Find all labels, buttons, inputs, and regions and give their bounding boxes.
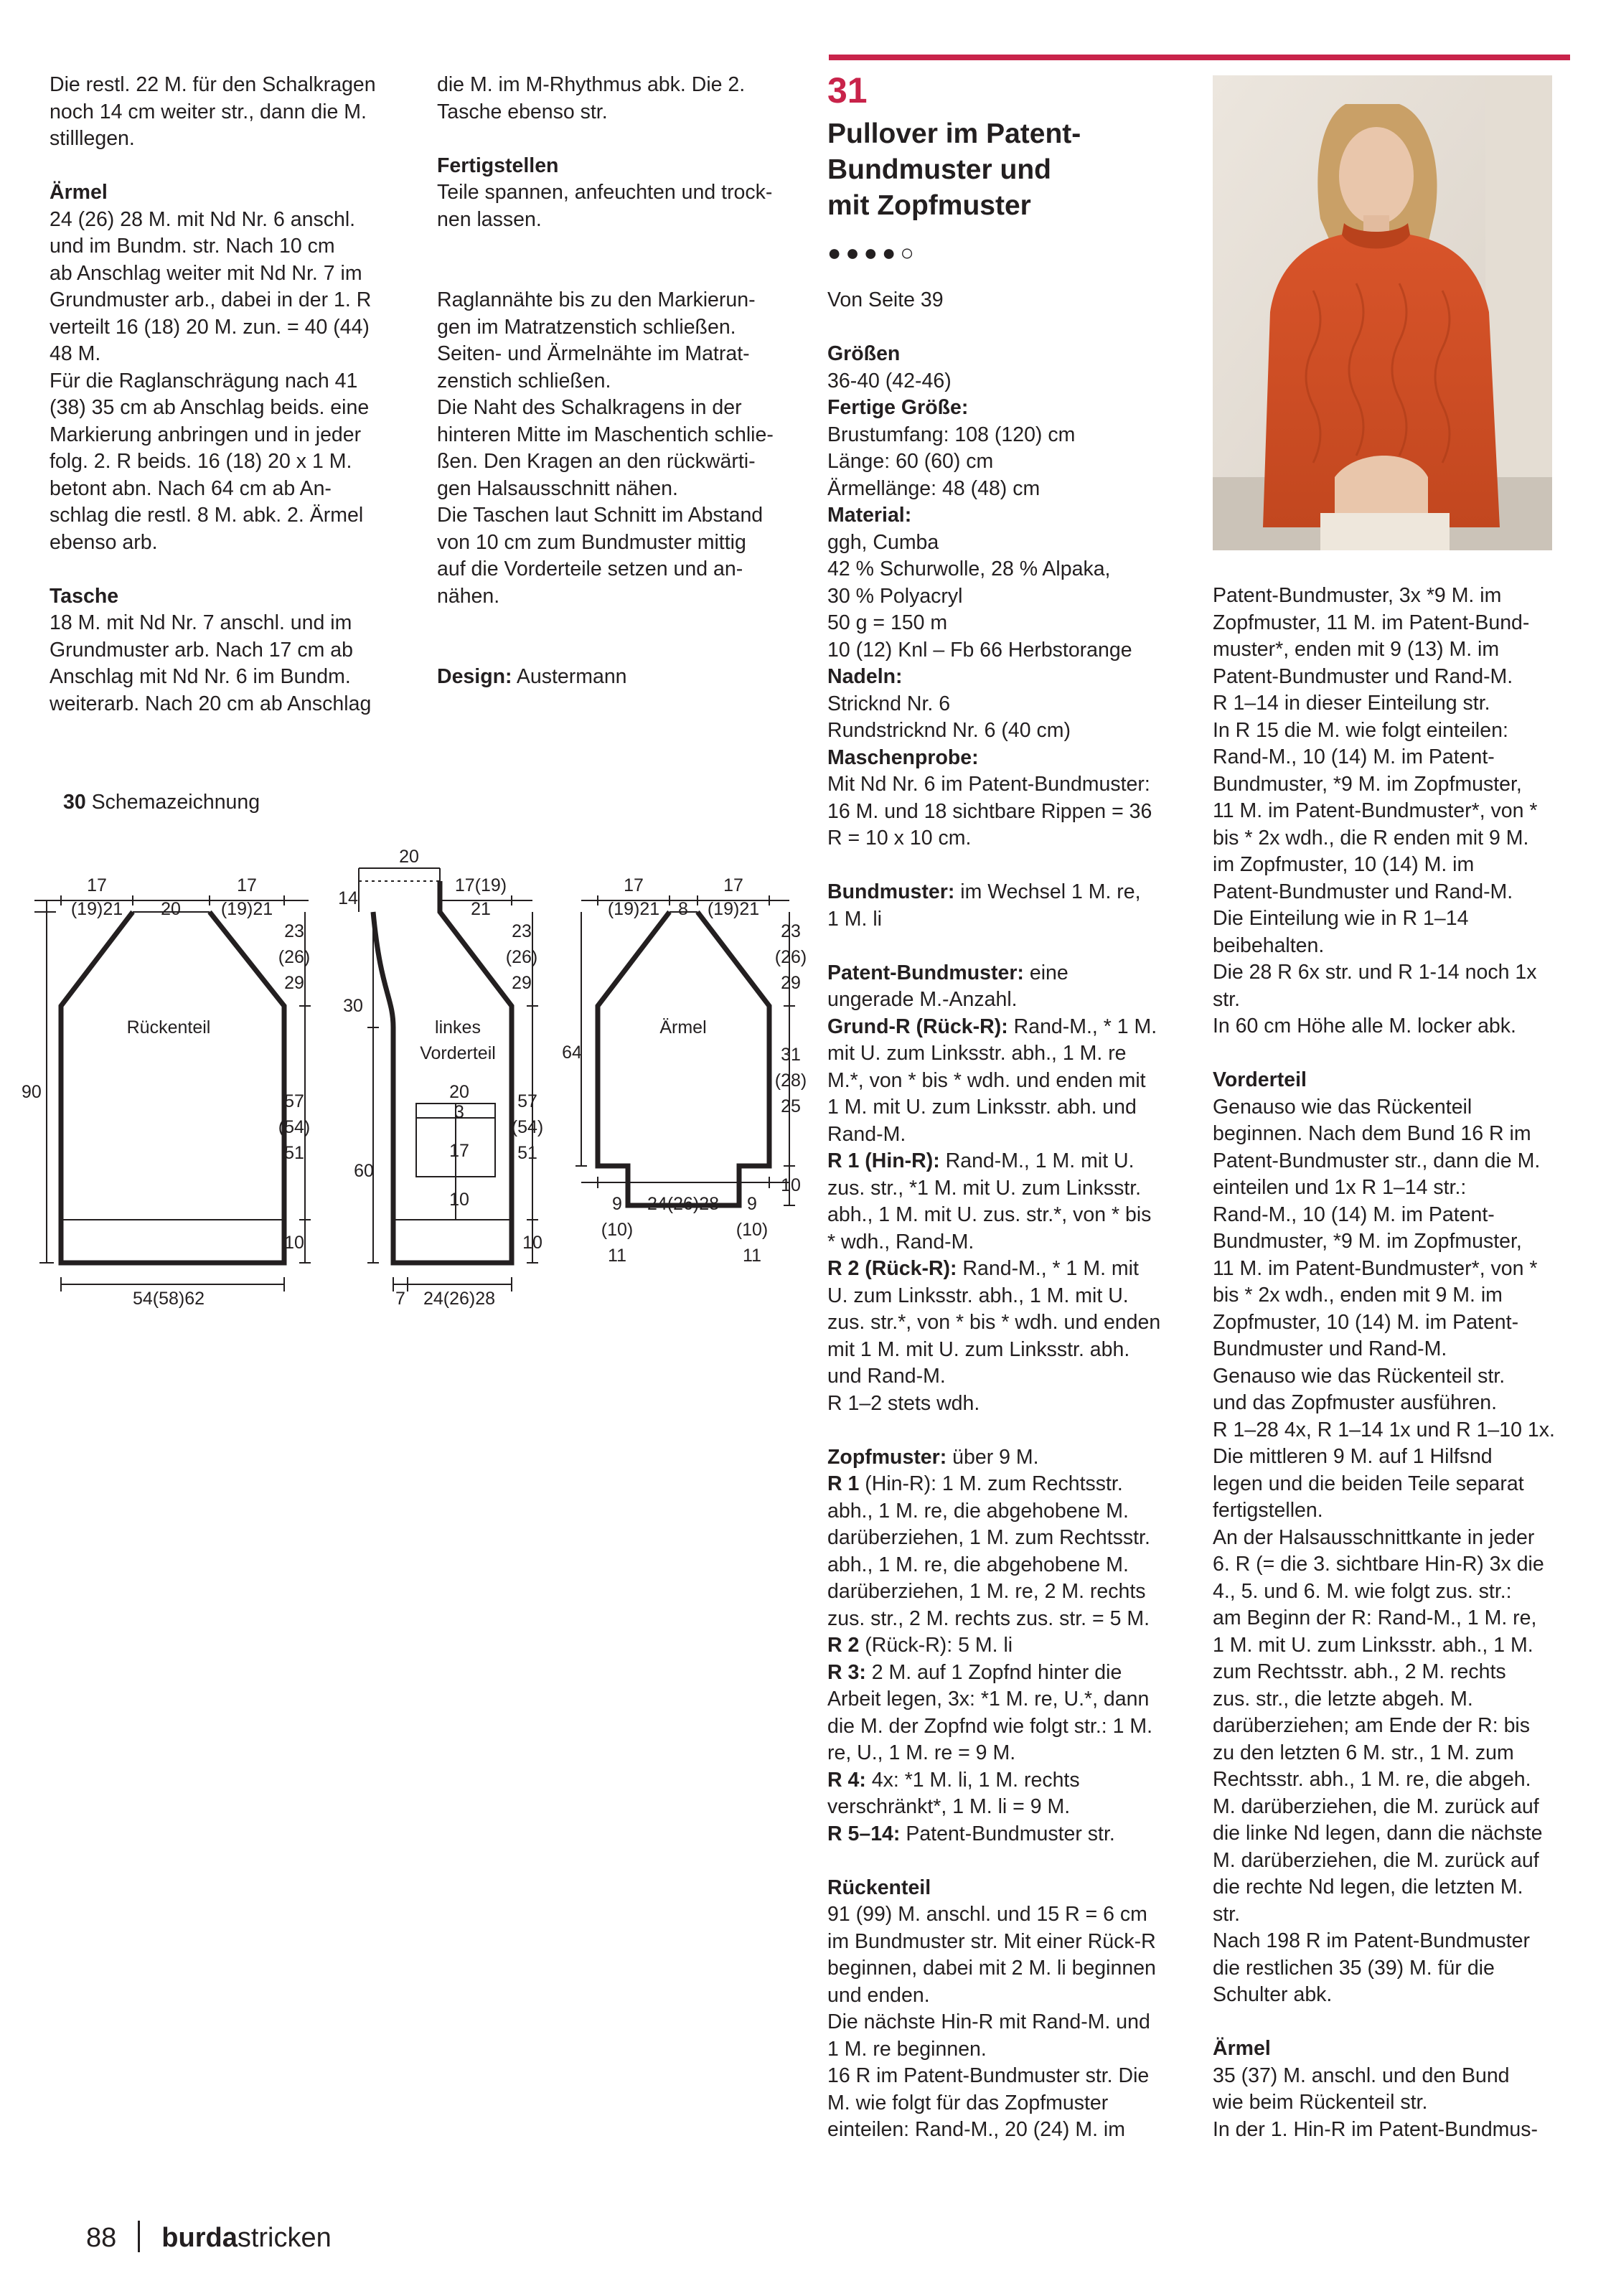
label: (28) <box>774 1071 807 1091</box>
pattern-title: Pullover im Patent- Bundmuster und mit Zopfmuster <box>827 118 1081 221</box>
label: 24(26)28 <box>423 1289 496 1309</box>
label: 20 <box>399 847 419 867</box>
label: 9 <box>612 1194 622 1214</box>
label: (26) <box>505 947 538 967</box>
label: 10 <box>781 1175 801 1195</box>
label: 17 <box>624 875 644 895</box>
label: (19)21 <box>607 899 660 919</box>
label: 17 <box>87 875 107 895</box>
grund-reihe <box>827 1014 1160 1149</box>
label: (19)21 <box>70 899 123 919</box>
z3-text: 2 M. auf 1 Zopfnd hinter die Arbeit legen, 3x: *1 M. re, U.*, dann die M. der Zopfnd wie folgt str.: 1 M. re, U., 1 M. re = 9 M. <box>827 1660 1153 1764</box>
label: 90 <box>22 1082 42 1102</box>
sweater-photo <box>1213 75 1552 550</box>
label: (54) <box>278 1117 311 1137</box>
label: 20 <box>161 899 181 919</box>
label: 10 <box>449 1190 469 1210</box>
maschenprobe-text: Mit Nd Nr. 6 im Patent-Bundmuster: 16 M. und 18 sichtbare Rippen = 36 R = 10 x 10 cm. <box>827 773 1152 850</box>
label: 10 <box>284 1233 304 1253</box>
label: 25 <box>781 1096 801 1116</box>
label: 29 <box>284 973 304 993</box>
label: 23 <box>781 921 801 941</box>
front-piece-outline <box>373 881 512 1263</box>
zopf-label: Zopfmuster: <box>827 1445 947 1469</box>
zopf-reihe-5-14 <box>827 1821 1160 1848</box>
z4-label: R 4: <box>827 1768 866 1792</box>
zopf-reihe-1 <box>827 1471 1160 1632</box>
brand-bold: burda <box>161 2223 238 2253</box>
naehte-text: Raglannähte bis zu den Markierun- gen im Matratzenstich schließen. Seiten- und Ärmelnähte im Matrat- zenstich schließen. Die Naht des Schalkragens in der hinteren Mitte im Maschentich schlie- ßen. Den Kragen an den rückwärti- gen Halsausschnitt nähen. Die Taschen laut Schnitt im Abstand von 10 cm zum Bundmuster mittig auf die Vorderteile setzen und an- nähen. <box>437 288 774 608</box>
groessen-text: 36-40 (42-46) <box>827 369 952 392</box>
aermel-heading: Ärmel <box>50 181 108 204</box>
front-piece-name-1: linkes <box>435 1017 481 1038</box>
label: 9 <box>747 1194 757 1214</box>
vorderteil-text: Genauso wie das Rückenteil beginnen. Nach dem Bund 16 R im Patent-Bundmuster str., dann die M. einteilen und 1x R 1–14 str.: Rand-M., 10 (14) M. im Patent- Bundmuster, *9 M. im Zopfmuster, 11 M. im Patent-Bundmuster*, von * bis * 2x wdh., enden mit 9 M. im Zopfmuster, 10 (14) M. im Patent- Bundmuster und Rand-M. Genauso wie das Rückenteil str. und das Zopfmuster ausführen. R 1–28 4x, R 1–14 1x und R 1–10 1x. Die mittleren 9 M. auf 1 Hilfsnd legen und die beiden Teile separat fertigstellen. An der Halsausschnittkante in jeder 6. R (= die 3. sichtbare Hin-R) 3x die 4., 5. und 6. M. wie folgt zus. str.: am Beginn der R: Rand-M., 1 M. re, 1 M. mit U. zum Linksstr. abh., 1 M. zum Rechtsstr. abh., 2 M. rechts zus. str., die letzte abgeh. M. darüberziehen; am Ende der R: bis zu den letzten 6 M. str., 1 M. zum Rechtsstr. abh., 1 M. re, die abgeh. M. darüberziehen, die M. zurück auf die linke Nd legen, dann die nächste M. darüberziehen, die M. zurück auf die rechte Nd legen, die letzten M. str. Nach 198 R im Patent-Bundmuster die restlichen 35 (39) M. für die Schulter abk. <box>1213 1095 1555 2006</box>
page-footer <box>86 2221 332 2255</box>
label: 51 <box>517 1143 537 1163</box>
z1-text: (Hin-R): 1 M. zum Rechtsstr. abh., 1 M. re, die abgehobene M. darüberziehen, 1 M. zum Rechtsstr. abh., 1 M. re, die abgehobene M. darüberziehen, 1 M. re, 2 M. rechts zus. str., 2 M. rechts zus. str. = 5 M. <box>827 1472 1150 1630</box>
column-4 <box>1213 583 1555 2143</box>
sleeve-name: Ärmel <box>659 1017 707 1038</box>
label: 3 <box>454 1102 464 1122</box>
r2-label: R 2 (Rück-R): <box>827 1257 957 1280</box>
brand-light: stricken <box>237 2223 332 2253</box>
back-piece-name: Rückenteil <box>126 1017 211 1038</box>
aermel-text: 24 (26) 28 M. mit Nd Nr. 6 anschl. und im Bundm. str. Nach 10 cm ab Anschlag weiter mit Nd Nr. 7 im Grundmuster arb., dabei in der 1. R verteilt 16 (18) 20 M. zun. = 40 (44) 48 M. Für die Raglanschrägung nach 41 (38) 35 cm ab Anschlag beids. eine Markierung anbringen und in jeder folg. 2. R beids. 16 (18) 20 x 1 M. betont abn. Nach 64 cm ab An- schlag die restl. 8 M. abk. 2. Ärmel ebenso arb. <box>50 207 372 554</box>
label: 31 <box>781 1045 801 1065</box>
col1-intro: Die restl. 22 M. für den Schalkragen noch 14 cm weiter str., dann die M. stilllegen. <box>50 73 376 150</box>
von-seite: Von Seite 39 <box>827 288 944 311</box>
z3-label: R 3: <box>827 1660 866 1684</box>
bundmuster-label: Bundmuster: <box>827 880 955 903</box>
patent-label: Patent-Bundmuster: <box>827 961 1024 984</box>
col4-text: Patent-Bundmuster, 3x *9 M. im Zopfmuster, 11 M. im Patent-Bund- muster*, enden mit 9 (13) M. im Patent-Bundmuster und Rand-M. R 1–14 in dieser Einteilung str. In R 15 die M. wie folgt einteilen: Rand-M., 10 (14) M. im Patent- Bundmuster, *9 M. im Zopfmuster, 11 M. im Patent-Bundmuster*, von * bis * 2x wdh., die R enden mit 9 M. im Zopfmuster, 10 (14) M. im Patent-Bundmuster und Rand-M. Die Einteilung wie in R 1–14 beibehalten. Die 28 R 6x str. und R 1-14 noch 1x str. In 60 cm Höhe alle M. locker abk. <box>1213 584 1538 1038</box>
reihe-1 <box>827 1148 1160 1256</box>
vorderteil-heading: Vorderteil <box>1213 1068 1307 1091</box>
label: 29 <box>781 973 801 993</box>
sleeve-outline <box>598 912 769 1205</box>
label: 57 <box>284 1091 304 1111</box>
label: 60 <box>354 1161 374 1181</box>
label: (54) <box>511 1117 544 1137</box>
label: 24(26)28 <box>647 1194 720 1214</box>
label: 64 <box>562 1043 582 1063</box>
label: 21 <box>471 899 491 919</box>
label: 7 <box>395 1289 405 1309</box>
zopfmuster <box>827 1444 1160 1472</box>
label: (10) <box>601 1220 634 1240</box>
label: (19)21 <box>220 899 273 919</box>
tasche-heading: Tasche <box>50 584 119 608</box>
nadeln-heading: Nadeln: <box>827 665 903 688</box>
column-1 <box>50 72 376 718</box>
accent-rule <box>829 55 1570 60</box>
label: (26) <box>774 947 807 967</box>
diagram-number: 30 <box>63 791 86 814</box>
r1-text: Rand-M., 1 M. mit U. zus. str., *1 M. mit U. zum Linksstr. abh., 1 M. mit U. zus. str.*, von * bis * wdh., Rand-M. <box>827 1149 1152 1253</box>
label: 30 <box>343 996 363 1016</box>
r1-label: R 1 (Hin-R): <box>827 1149 940 1172</box>
zopf-reihe-2 <box>827 1632 1160 1660</box>
tasche-text: 18 M. mit Nd Nr. 7 anschl. und im Grundmuster arb. Nach 17 cm ab Anschlag mit Nd Nr. 6 im Bundm. weiterarb. Nach 20 cm ab Anschlag <box>50 611 372 715</box>
material-heading: Material: <box>827 504 912 527</box>
rueckenteil-text: 91 (99) M. anschl. und 15 R = 6 cm im Bundmuster str. Mit einer Rück-R beginnen, dabei mit 2 M. li beginnen und enden. Die nächste Hin-R mit Rand-M. und 1 M. re beginnen. 16 R im Patent-Bundmuster str. Die M. wie folgt für das Zopfmuster einteilen: Rand-M., 20 (24) M. im <box>827 1903 1156 2141</box>
label: 20 <box>449 1082 469 1102</box>
column-2 <box>437 72 774 691</box>
label: 11 <box>608 1246 626 1266</box>
zopf-reihe-4 <box>827 1767 1160 1821</box>
front-piece-name-2: Vorderteil <box>420 1043 496 1063</box>
label: 23 <box>512 921 532 941</box>
label: 51 <box>284 1143 304 1163</box>
label: (26) <box>278 947 311 967</box>
grund-label: Grund-R (Rück-R): <box>827 1015 1008 1038</box>
fertigstellen-text: Teile spannen, anfeuchten und trock- nen lassen. <box>437 181 773 231</box>
z5-text: Patent-Bundmuster str. <box>900 1822 1115 1845</box>
col2-intro: die M. im M-Rhythmus abk. Die 2. Tasche ebenso str. <box>437 73 746 123</box>
label: 17 <box>723 875 743 895</box>
bundmuster-text: im Wechsel 1 M. re, 1 M. li <box>827 880 1141 931</box>
label: 11 <box>743 1246 761 1266</box>
label: 14 <box>338 888 358 908</box>
zopf-reihe-3 <box>827 1660 1160 1767</box>
fertige-heading: Fertige Größe: <box>827 396 969 419</box>
z4-text: 4x: *1 M. li, 1 M. rechts verschränkt*, 1 M. li = 9 M. <box>827 1768 1080 1818</box>
schematic-diagram <box>22 832 825 1349</box>
column-3 <box>827 287 1160 2144</box>
r2-text: Rand-M., * 1 M. mit U. zum Linksstr. abh., 1 M. mit U. zus. str.*, von * bis * wdh. und enden mit 1 M. mit U. zum Linksstr. abh. und Rand-M. R 1–2 stets wdh. <box>827 1257 1161 1415</box>
pattern-number: 31 <box>827 70 868 110</box>
page-number: 88 <box>86 2223 117 2253</box>
zopf-text: über 9 M. <box>946 1445 1039 1469</box>
design-line <box>437 664 774 691</box>
patent-bundmuster <box>827 960 1160 1014</box>
label: 17 <box>449 1141 469 1161</box>
diagram-caption-text: Schemazeichnung <box>85 791 260 814</box>
z2-text: (Rück-R): 5 M. li <box>859 1634 1013 1657</box>
groessen-heading: Größen <box>827 342 901 365</box>
label: 8 <box>678 899 688 919</box>
design-label: Design: <box>437 665 512 688</box>
back-piece-outline <box>61 912 284 1263</box>
label: 17(19) <box>454 875 507 895</box>
fertige-text: Brustumfang: 108 (120) cm Länge: 60 (60) cm Ärmellänge: 48 (48) cm <box>827 423 1076 500</box>
label: 23 <box>284 921 304 941</box>
difficulty-rating: ●●●●○ <box>827 240 919 265</box>
label: (19)21 <box>707 899 760 919</box>
aermel-heading-2: Ärmel <box>1213 2037 1271 2060</box>
reihe-2 <box>827 1256 1160 1417</box>
aermel-text-2: 35 (37) M. anschl. und den Bund wie beim Rückenteil str. In der 1. Hin-R im Patent-Bundmus- <box>1213 2064 1539 2141</box>
label: 29 <box>512 973 532 993</box>
z1-label: R 1 <box>827 1472 860 1495</box>
label: 57 <box>517 1091 537 1111</box>
footer-divider <box>138 2221 140 2252</box>
label: 54(58)62 <box>132 1289 205 1309</box>
z5-label: R 5–14: <box>827 1822 901 1845</box>
maschenprobe-heading: Maschenprobe: <box>827 745 979 769</box>
label: (10) <box>736 1220 769 1240</box>
grund-text: Rand-M., * 1 M. mit U. zum Linksstr. abh., 1 M. re M.*, von * bis * wdh. und enden mit 1 M. mit U. zum Linksstr. abh. und Rand-M. <box>827 1015 1157 1146</box>
label: 17 <box>237 875 257 895</box>
bundmuster <box>827 879 1160 933</box>
material-text: ggh, Cumba 42 % Schurwolle, 28 % Alpaka, 30 % Polyacryl 50 g = 150 m 10 (12) Knl – Fb 66 Herbstorange <box>827 530 1132 662</box>
label: 10 <box>522 1233 542 1253</box>
design-value: Austermann <box>512 665 627 688</box>
nadeln-text: Stricknd Nr. 6 Rundstricknd Nr. 6 (40 cm) <box>827 692 1071 742</box>
patent-text: eine ungerade M.-Anzahl. <box>827 961 1068 1011</box>
z2-label: R 2 <box>827 1634 860 1657</box>
fertigstellen-heading: Fertigstellen <box>437 154 559 177</box>
diagram-caption <box>63 791 260 814</box>
rueckenteil-heading: Rückenteil <box>827 1876 931 1899</box>
